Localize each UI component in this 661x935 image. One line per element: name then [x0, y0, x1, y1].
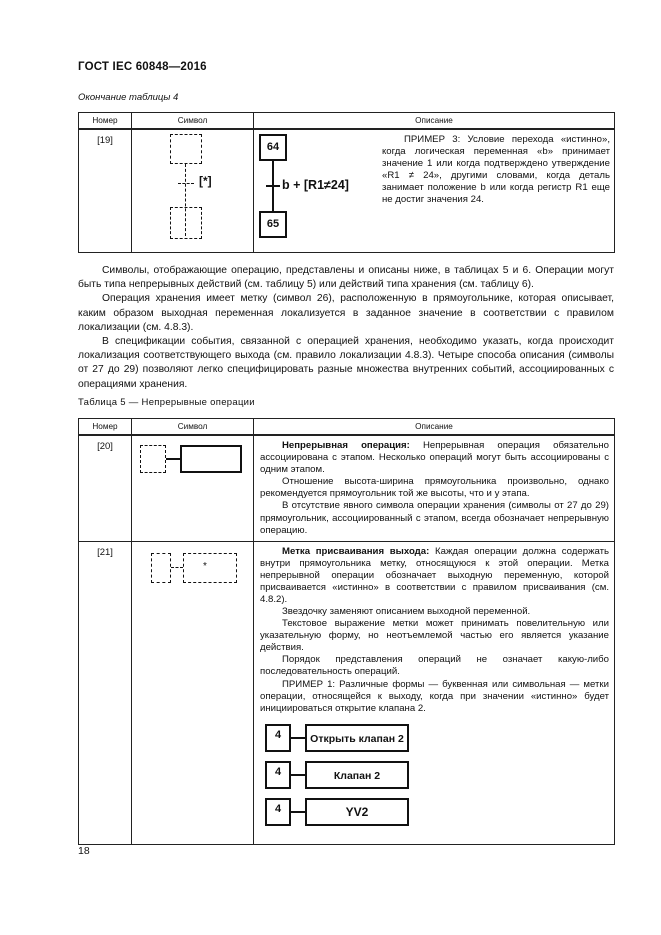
description-cell — [254, 435, 615, 541]
table5-caption: Таблица 5 — Непрерывные операции — [78, 397, 255, 408]
dashed-transition-bar — [178, 183, 194, 184]
example-step-label: 4 — [274, 765, 282, 778]
step-65-label: 65 — [266, 218, 280, 230]
example-action — [305, 798, 409, 826]
col-symbol: Символ — [132, 419, 254, 436]
asterisk-mark: * — [203, 560, 207, 572]
symbol-cell — [132, 541, 254, 844]
action-rectangle — [180, 445, 242, 473]
paragraph-2: Операция хранения имеет метку (символ 26), расположенную в прямоугольнике, которая описывает, каким образом выходная переменная локализуется в заданное значение в соответствии с правилом локализации (см. 4.8.3). — [78, 293, 614, 333]
table-row — [79, 541, 615, 844]
example-action-label: YV2 — [345, 804, 369, 819]
example-step-label: 4 — [274, 802, 282, 815]
row21-desc-4: Порядок представления операций не означает какую-либо последовательность операций. — [260, 654, 609, 678]
example-action — [305, 761, 409, 789]
dashed-action — [183, 553, 237, 583]
dashed-step-bottom — [170, 207, 202, 239]
row21-desc-2: Звездочку заменяют описанием выходной переменной. — [282, 605, 531, 617]
col-description: Описание — [254, 113, 615, 130]
step-64 — [259, 134, 287, 161]
page-number: 18 — [78, 845, 90, 857]
col-number: Номер — [79, 419, 132, 436]
row21-desc-1 — [260, 546, 609, 606]
dashed-step — [140, 445, 166, 473]
transition-mark: [*] — [199, 174, 212, 188]
example-step — [265, 798, 291, 826]
document-header: ГОСТ IEC 60848—2016 — [78, 61, 207, 73]
col-description: Описание — [254, 419, 615, 436]
body-text — [78, 264, 614, 392]
table-row — [79, 129, 615, 252]
row20-desc-2: Отношение высота-ширина прямоугольника произвольно, однако рекомендуется прямоугольник той же высоты, что и у этапа. — [260, 476, 609, 500]
transition-bar — [266, 185, 280, 187]
example-action-label: Клапан 2 — [333, 769, 381, 782]
col-number: Номер — [79, 113, 132, 130]
paragraph-3: В спецификации события, связанной с операцией хранения, необходимо указать, когда происходит локализация соответствующего выхода (см. правило локализации 4.8.3). Четыре способа описания (символы от 27 до 29) позволяют легко специфицировать разные множества внутренних событий, ассоциированных с операциями хранения. — [78, 336, 614, 390]
row20-d1: Непрерывная операция обязательно ассоциирована с этапом. Несколько операций могут быть ассоциированы с одним этапом. — [260, 440, 609, 476]
symbol-cell — [132, 435, 254, 541]
col-symbol: Символ — [132, 113, 254, 130]
example-step-label: 4 — [274, 728, 282, 741]
table4 — [78, 112, 615, 253]
examples-area — [260, 724, 609, 844]
table-row — [79, 435, 615, 541]
row-number: [19] — [79, 129, 132, 252]
row20-desc-3: В отсутствие явного символа операции хранения (символы от 27 до 29) прямоугольник, ассоциированный с этапом, всегда обозначает непрерывную операцию. — [260, 500, 609, 536]
row21-d1: Каждая операции должна содержать внутри прямоугольника метку, относящуюся к этой операции. Метка непрерывной операции обозначает выходную переменную, которой присваивается «истинно» в соответствии с правилом присваивания (см. 4.8.2). — [260, 545, 610, 605]
row21-desc-5: ПРИМЕР 1: Различные формы — буквенная или символьная — метки операции, относящейся к выходу, когда при значении «истинно» будет инициироваться открытие клапана 2. — [260, 678, 609, 714]
row20-desc-1 — [260, 440, 609, 476]
dashed-step-top — [170, 134, 202, 164]
example-step — [265, 761, 291, 789]
example-action-label: Открыть клапан 2 — [310, 732, 404, 745]
dashed-link — [171, 567, 183, 568]
example-link — [291, 774, 305, 776]
transition-condition: b + [R1≠24] — [282, 178, 349, 192]
link-line — [166, 458, 180, 460]
row21-desc-3: Текстовое выражение метки может принимать повелительную или указательную форму, но неотъемлемой частью его является указание действия. — [260, 618, 609, 654]
example-step — [265, 724, 291, 752]
example3-text: ПРИМЕР 3: Условие перехода «истинно», когда логическая переменная «b» принимает значение 1 или когда подтверждено утверждение «R1 ≠ 24», другими словами, когда деталь занимает положение b или когда регистр R1 еще не достиг значения 24. — [382, 134, 610, 205]
example-link — [291, 737, 305, 739]
table5 — [78, 418, 615, 845]
symbol-cell — [132, 129, 254, 252]
row-number: [21] — [79, 541, 132, 844]
row20-term: Непрерывная операция: — [282, 440, 410, 451]
description-cell — [254, 129, 615, 252]
step-65 — [259, 211, 287, 238]
example-link — [291, 811, 305, 813]
row21-term: Метка присваивания выхода: — [282, 545, 430, 557]
dashed-step — [151, 553, 171, 583]
table4-caption: Окончание таблицы 4 — [78, 92, 179, 103]
paragraph-1: Символы, отображающие операцию, представлены и описаны ниже, в таблицах 5 и 6. Операции могут быть типа непрерывных действий (см. таблицу 5) или действий типа хранения (см. таблицу 6). — [78, 265, 614, 291]
step-64-label: 64 — [266, 141, 280, 153]
row-number: [20] — [79, 435, 132, 541]
example-action — [305, 724, 409, 752]
description-cell — [254, 541, 615, 844]
